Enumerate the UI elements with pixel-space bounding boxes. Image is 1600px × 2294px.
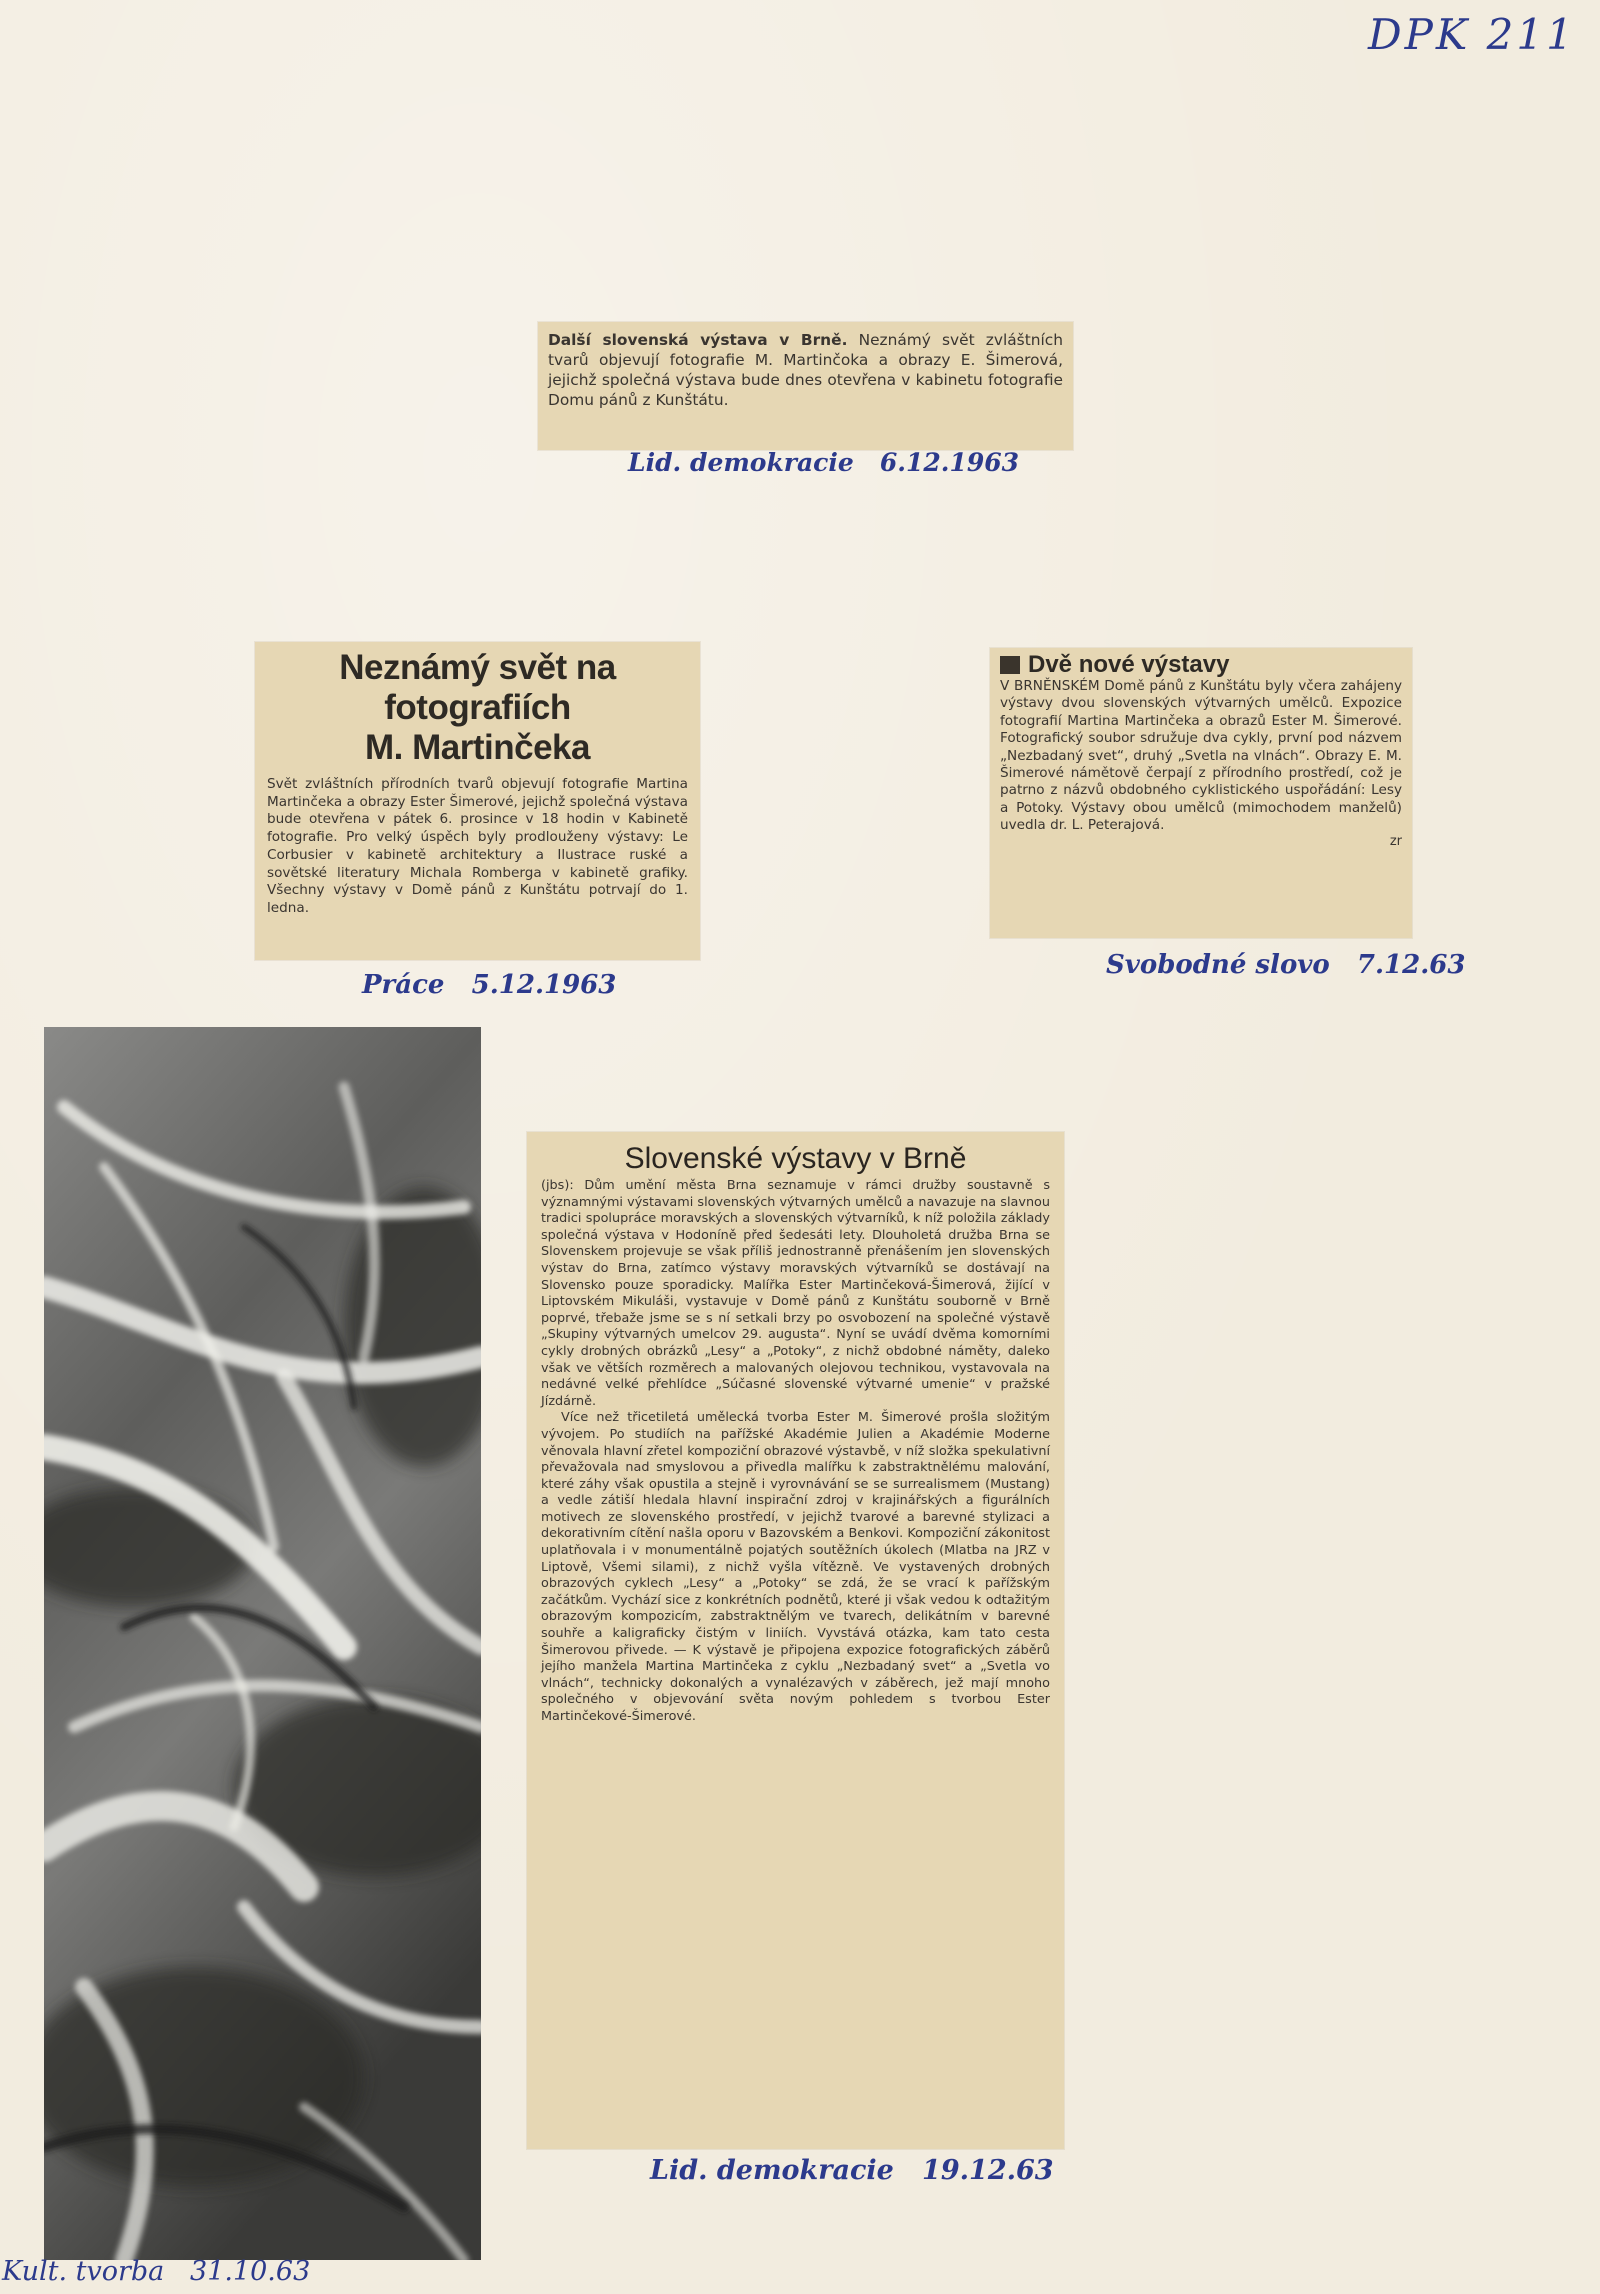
source-note: Lid. demokracie 19.12.63: [650, 2155, 1054, 2186]
clipping-body: [548, 330, 1063, 410]
clipping-headline: Dvě nové výstavy: [1000, 652, 1402, 678]
photo-caption: Kult. tvorba 31.10.63: [2, 2256, 311, 2287]
source-note: Lid. demokracie 6.12.1963: [628, 448, 1020, 477]
clipping-text: V BRNĚNSKÉM Domě pánů z Kunštátu byly včera zahájeny výstavy dvou slovenských výtvarných umělců. Expozice fotografií Martina Martinčeka a obrazů Ester M. Šimerové. Fotografický soubor sdružuje dva cykly, první pod názvem „Nezbadaný svet“, druhý „Svetla na vlnách“. Obrazy E. M. Šimerové námětově čerpají z přírodního prostředí, což je patrno z názvů obdobného cyklistického uspořádání: Lesy a Potoky. Výstavy obou umělců (mimochodem manželů) uvedla dr. L. Peterajová.: [1000, 678, 1402, 834]
clipping-headline: Neznámý svět na fotografiích M. Martinčeka: [339, 648, 616, 767]
source-note: Práce 5.12.1963: [362, 970, 617, 1000]
square-bullet-icon: [1000, 656, 1020, 674]
clipping-text: Svět zvláštních přírodních tvarů objevují fotografie Martina Martinčeka a obrazy Ester Šimerové, jejichž společná výstava bude otevřena v pátek 6. prosince v 18 hodin v Kabinetě fotografie. Pro velký úspěch byly prodlouženy výstavy: Le Corbusier v kabinetě architektury a Ilustrace ruské a sovětské literatury Michala Romberga v kabinetě grafiky. Všechny výstavy v Domě pánů z Kunštátu potrvají do 1. ledna.: [267, 776, 688, 916]
clipping-paragraph: (jbs): Dům umění města Brna seznamuje v rámci družby soustavně s významnými výstavami slovenských výtvarných umělců a navazuje na slavnou tradici spolupráce moravských a slovenských výtvarníků, k níž položila základy společná výstava v Hodoníně před šedesáti lety. Dlouholetá družba Brna se Slovenskem projevuje se však příliš jednostranně přenášením jen slovenských výstav do Brna, zatímco výstavy moravských výtvarníků se dostávají na Slovensko pouze sporadicky. Malířka Ester Martinčeková-Šimerová, žijící v Liptovském Mikuláši, vystavuje v Domě pánů z Kunštátu souborně v Brně poprvé, třebaže jsme se s ní setkali brzy po osvobození na společné výstavě „Skupiny výtvarných umelcov 29. augusta“. Nyní se uvádí dvěma komorními cykly drobných obrázků „Lesy“ a „Potoky“, z nichž obdobné náměty, daleko však ve větších rozměrech a malovaných olejovou technikou, vystavovala na nedávné velké přehlídce „Súčasné slovenské výtvarné umenie“ v pražské Jízdárně.: [541, 1178, 1050, 1409]
clipping-lead: Další slovenská výstava v Brně.: [548, 331, 848, 349]
clipping-lidova-demokracie-2: [527, 1132, 1064, 2149]
clipping-svobodne-slovo: [990, 648, 1412, 938]
clipping-lidova-demokracie-1: [538, 322, 1073, 450]
clipping-prace: [255, 642, 700, 960]
photo-image: [44, 1027, 481, 2260]
clipping-text: Neznámý svět zvláštních tvarů objevují fotografie M. Martinčoka a obrazy E. Šimerová, jejichž společná výstava bude dnes otevřena v kabinetu fotografie Domu pánů z Kunštátu.: [548, 331, 1063, 409]
clipping-headline: Slovenské výstavy v Brně: [624, 1142, 967, 1175]
abstract-photograph: [44, 1027, 481, 2260]
clipping-signature: zr: [1389, 833, 1402, 849]
archive-mark: DPK 211: [1368, 10, 1576, 59]
source-note: Svobodné slovo 7.12.63: [1106, 950, 1466, 980]
clipping-paragraph: Více než třicetiletá umělecká tvorba Ester M. Šimerové prošla složitým vývojem. Po studiích na pařížské Akadémie Julien a Akadémie Moderne věnovala hlavní zřetel kompoziční obrazové výstavbě, v níž složka spekulativní převažovala nad smyslovou a přivedla malířku k zabstraktnělému malování, které záhy však opustila a stejně i vyrovnávání se se surrealismem (Mustang) a vedle zátiší hledala hlavní inspirační zdroj v krajinářských a figurálních motivech ze slovenského prostředí, v jejichž tvarové a barevné stylizaci a dekorativním cítění našla oporu v Bazovském a Benkovi. Kompoziční zákonitost uplatňovala i v monumentálně pojatých soutěžních úkolech (Mlatba na JRZ v Liptově, Všemi silami), z nichž vyšla vítězně. Ve vystavených drobných obrazových cyklech „Lesy“ a „Potoky“ se zdá, že se vrací k pařížským začátkům. Vychází sice z konkrétních podnětů, které ji však vedou k odtažitým obrazovým kompozicím, zabstraktnělým ve tvarech, delikátním v barevné souhře a kaligraficky čistým v liniích. Vyvstává otázka, kam tato cesta Šimerovou přivede. — K výstavě je připojena expozice fotografických záběrů jejího manžela Martina Martinčeka z cyklu „Nezbadaný svet“ a „Svetla vo vlnách“, technicky dokonalých a vynalézavých v záběrech, jež mají mnoho společného v objevování světa novým pohledem s tvorbou Ester Martinčekové-Šimerové.: [541, 1410, 1050, 1724]
